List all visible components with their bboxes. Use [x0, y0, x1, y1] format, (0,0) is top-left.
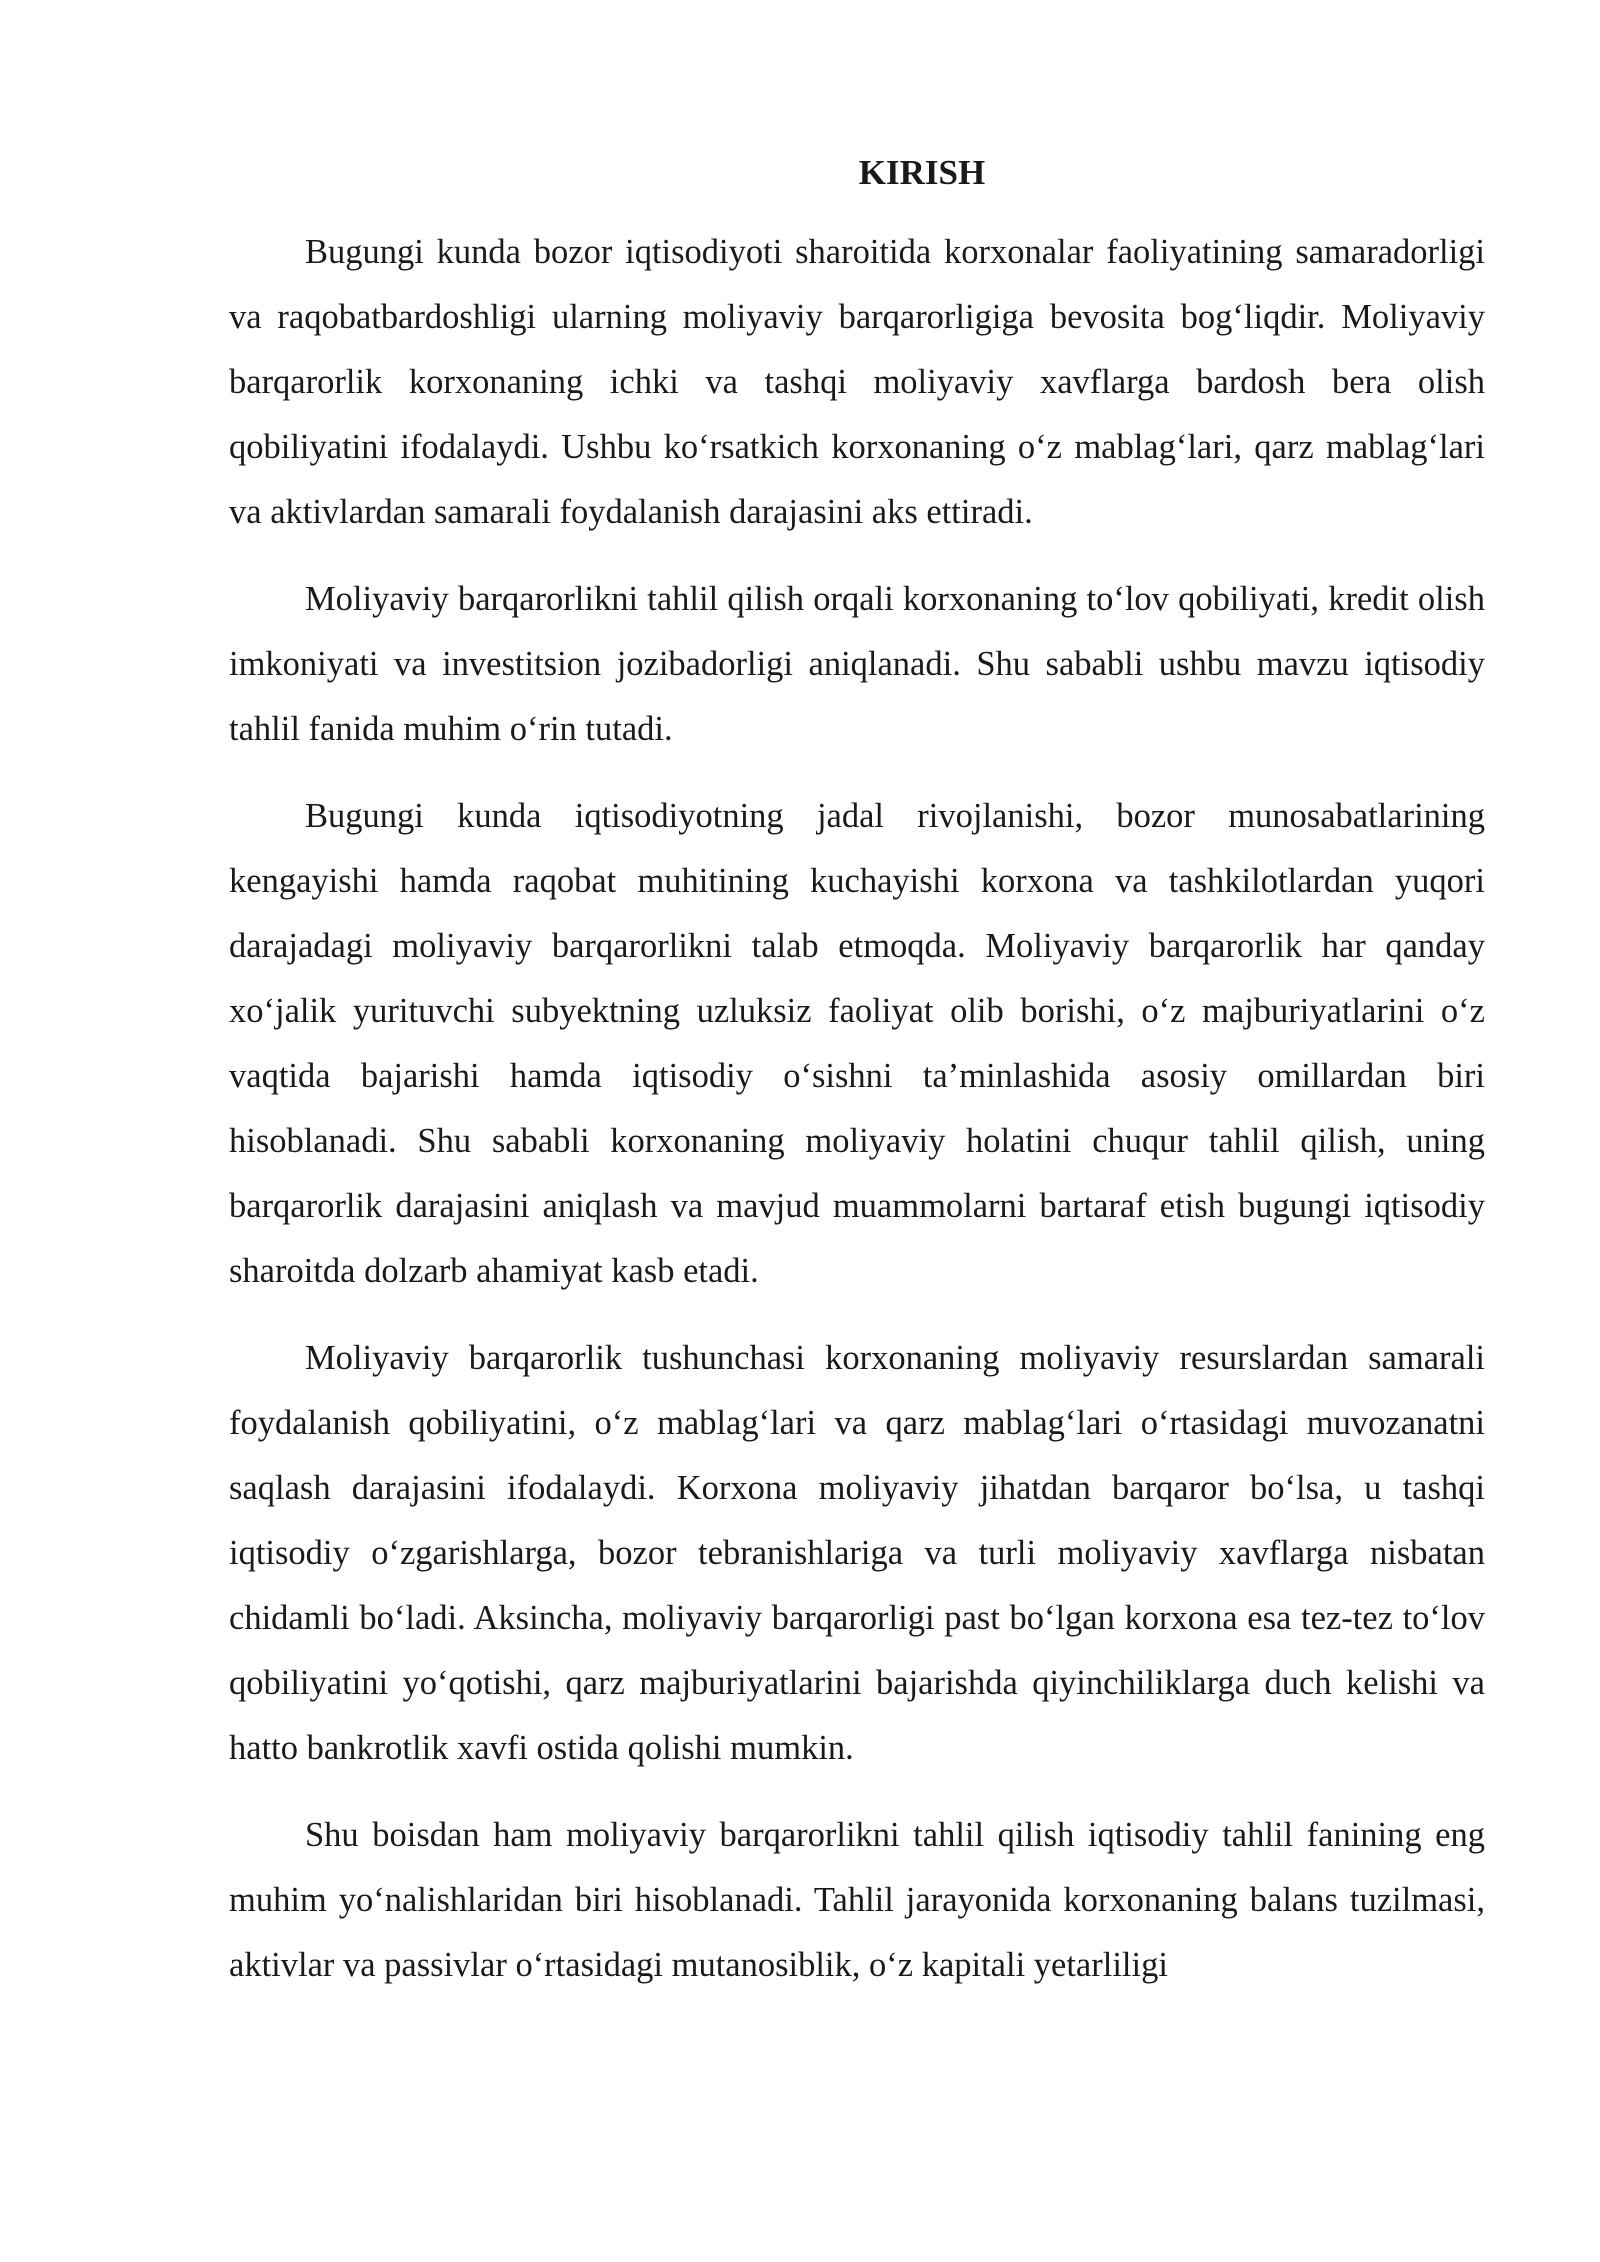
document-title: KIRISH [858, 153, 986, 192]
document-page [229, 148, 1485, 2020]
paragraph-2: Moliyaviy barqarorlikni tahlil qilish orqali korxonaning toʻlov qobiliyati, kredit olish imkoniyati va investitsion jozibadorligi aniqlanadi. Shu sababli ushbu mavzu iqtisodiy tahlil fanida muhim oʻrin tutadi. [229, 580, 1485, 748]
paragraph-3: Bugungi kunda iqtisodiyotning jadal rivojlanishi, bozor munosabatlarining kengayishi hamda raqobat muhitining kuchayishi korxona va tashkilotlardan yuqori darajadagi moliyaviy barqarorlikni talab etmoqda. Moliyaviy barqarorlik har qanday xoʻjalik yurituvchi subyektning uzluksiz faoliyat olib borishi, oʻz majburiyatlarini oʻz vaqtida bajarishi hamda iqtisodiy oʻsishni ta’minlashida asosiy omillardan biri hisoblanadi. Shu sababli korxonaning moliyaviy holatini chuqur tahlil qilish, uning barqarorlik darajasini aniqlash va mavjud muammolarni bartaraf etish bugungi iqtisodiy sharoitda dolzarb ahamiyat kasb etadi. [229, 797, 1485, 1290]
paragraph-4: Moliyaviy barqarorlik tushunchasi korxonaning moliyaviy resurslardan samarali foydalanish qobiliyatini, oʻz mablagʻlari va qarz mablagʻlari oʻrtasidagi muvozanatni saqlash darajasini ifodalaydi. Korxona moliyaviy jihatdan barqaror boʻlsa, u tashqi iqtisodiy oʻzgarishlarga, bozor tebranishlariga va turli moliyaviy xavflarga nisbatan chidamli boʻladi. Aksincha, moliyaviy barqarorligi past boʻlgan korxona esa tez-tez toʻlov qobiliyatini yoʻqotishi, qarz majburiyatlarini bajarishda qiyinchiliklarga duch kelishi va hatto bankrotlik xavfi ostida qolishi mumkin. [229, 1339, 1485, 1767]
paragraph-1: Bugungi kunda bozor iqtisodiyoti sharoitida korxonalar faoliyatining samaradorligi va raqobatbardoshligi ularning moliyaviy barqarorligiga bevosita bogʻliqdir. Moliyaviy barqarorlik korxonaning ichki va tashqi moliyaviy xavflarga bardosh bera olish qobiliyatini ifodalaydi. Ushbu koʻrsatkich korxonaning oʻz mablagʻlari, qarz mablagʻlari va aktivlardan samarali foydalanish darajasini aks ettiradi. [229, 233, 1485, 531]
paragraph-5: Shu boisdan ham moliyaviy barqarorlikni tahlil qilish iqtisodiy tahlil fanining eng muhim yoʻnalishlaridan biri hisoblanadi. Tahlil jarayonida korxonaning balans tuzilmasi, aktivlar va passivlar oʻrtasidagi mutanosiblik, oʻz kapitali yetarliligi [229, 1816, 1485, 1984]
